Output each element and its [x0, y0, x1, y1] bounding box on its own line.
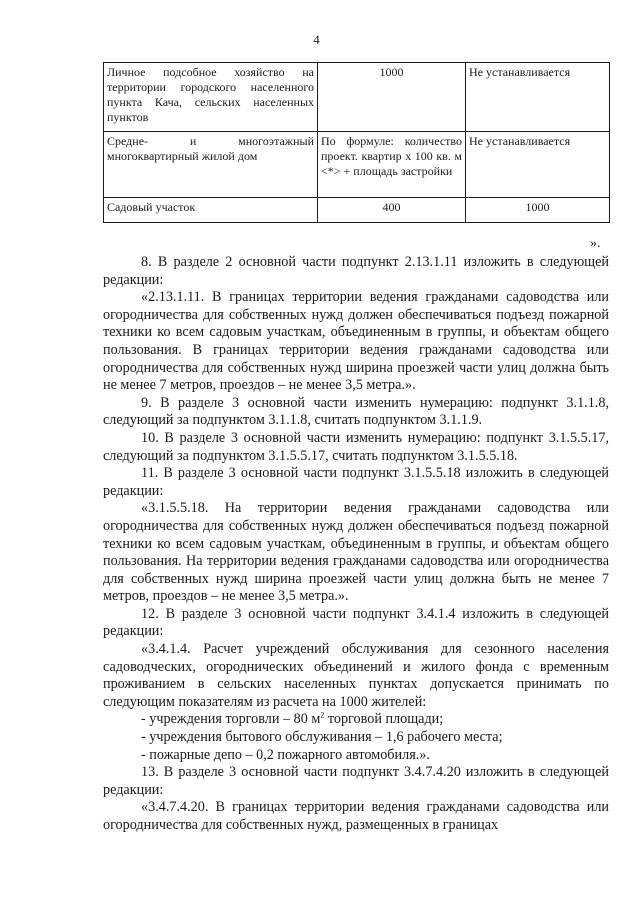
table-cell-value: 1000 [318, 63, 466, 132]
list-item [103, 711, 609, 729]
paragraph: «3.1.5.5.18. На территории ведения гражданами садоводства или огородничества для собственных нужд должен обеспечиваться подъезд пожарной техники ко всем садовым участкам, объединенным в группы, и объектам общего пользования. На территории ведения гражданами садоводства или огородничества для собственных нужд ширина проезжей части улиц должна быть не менее 7 метров, проездов – не менее 3,5 метра.». [103, 500, 609, 605]
table-row [104, 63, 610, 132]
table-cell-name: Садовый участок [104, 198, 318, 223]
table-cell-name: Средне- и многоэтажный многоквартирный жилой дом [104, 132, 318, 198]
table-cell-value: 400 [318, 198, 466, 223]
table-closing-quote: ». [590, 236, 601, 251]
body-text [103, 254, 609, 835]
paragraph: 10. В разделе 3 основной части изменить нумерацию: подпункт 3.1.5.5.17, следующий за подпунктом 3.1.5.5.17, считать подпунктом 3.1.5.5.18. [103, 429, 609, 464]
norms-table [103, 62, 610, 223]
paragraph: 12. В разделе 3 основной части подпункт 3.4.1.4 изложить в следующей редакции: [103, 605, 609, 640]
paragraph: 13. В разделе 3 основной части подпункт 3.4.7.4.20 изложить в следующей редакции: [103, 764, 609, 798]
list-item: - пожарные депо – 0,2 пожарного автомобиля.». [141, 746, 430, 763]
table-row [104, 132, 610, 198]
table-cell-name: Личное подсобное хозяйство на территории городского населенного пункта Кача, сельских населенных пунктов [104, 63, 318, 132]
table-cell-value: По формуле: количество проект. квартир x 100 кв. м <*> + площадь застройки [318, 132, 466, 198]
paragraph: 8. В разделе 2 основной части подпункт 2.13.1.11 изложить в следующей редакции: [103, 254, 609, 288]
table-row [104, 198, 610, 223]
table-cell-limit: Не устанавливается [466, 132, 610, 198]
page-number: 4 [313, 32, 320, 47]
paragraph: 11. В разделе 3 основной части подпункт 3.1.5.5.18 изложить в следующей редакции: [103, 465, 609, 499]
paragraph: «2.13.1.11. В границах территории ведения гражданами садоводства или огородничества для собственных нужд должен обеспечиваться подъезд пожарной техники ко всем садовым участкам, объединенным в группы, и объектам общего пользования. В границах территории ведения гражданами садоводства или огородничества для собственных нужд ширина проезжей части улиц должна быть не менее 7 метров, проездов – не менее 3,5 метра.». [103, 289, 609, 394]
list-item: - учреждения бытового обслуживания – 1,6 рабочего места; [141, 729, 503, 746]
superscript: 2 [320, 710, 325, 720]
paragraph: 9. В разделе 3 основной части изменить нумерацию: подпункт 3.1.1.8, следующий за подпунктом 3.1.1.8, считать подпунктом 3.1.1.9. [103, 394, 609, 429]
paragraph: «3.4.7.4.20. В границах территории ведения гражданами садоводства или огородничества для собственных нужд, размещенных в границах [103, 799, 609, 833]
list-item-text: - учреждения торговли – 80 м [141, 711, 321, 728]
table-cell-limit: Не устанавливается [466, 63, 610, 132]
paragraph: «3.4.1.4. Расчет учреждений обслуживания для сезонного населения садоводческих, огороднических объединений и жилого фонда с временным проживанием в сельских населенных пунктах допускается принимать по следующим показателям из расчета на 1000 жителей: [103, 641, 609, 710]
table-cell-limit: 1000 [466, 198, 610, 223]
list-item-text: торговой площади; [324, 711, 444, 728]
